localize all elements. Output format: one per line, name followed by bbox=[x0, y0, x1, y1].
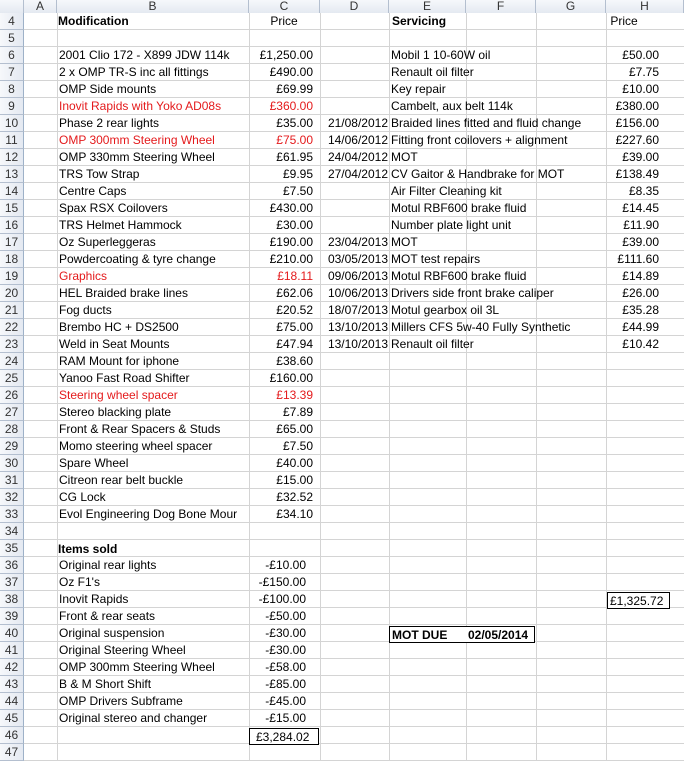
mot-due-box[interactable] bbox=[389, 626, 535, 643]
modification-name-cell[interactable]: Phase 2 rear lights bbox=[59, 116, 160, 130]
service-price-cell[interactable]: £35.28 bbox=[622, 303, 659, 317]
modification-price-cell[interactable]: £35.00 bbox=[276, 116, 313, 130]
row-header-27[interactable]: 27 bbox=[0, 404, 24, 421]
service-price-cell[interactable]: £380.00 bbox=[615, 99, 659, 113]
modification-name-cell[interactable]: Graphics bbox=[59, 269, 108, 283]
row-header-30[interactable]: 30 bbox=[0, 455, 24, 472]
service-date-cell[interactable]: 21/08/2012 bbox=[327, 116, 388, 130]
modification-name-cell[interactable]: 2001 Clio 172 - X899 JDW 114k bbox=[59, 48, 230, 62]
row-header-38[interactable]: 38 bbox=[0, 591, 24, 608]
mot-due-label: MOT DUE bbox=[392, 628, 448, 642]
column-gridline bbox=[389, 13, 390, 761]
modification-price-cell[interactable]: £65.00 bbox=[276, 422, 313, 436]
service-price-cell[interactable]: £138.49 bbox=[615, 167, 659, 181]
row-header-43[interactable]: 43 bbox=[0, 676, 24, 693]
service-price-cell[interactable]: £26.00 bbox=[622, 286, 659, 300]
items-sold-header[interactable]: Items sold bbox=[58, 542, 118, 556]
modification-name-cell[interactable]: Weld in Seat Mounts bbox=[59, 337, 170, 351]
service-date-cell[interactable]: 18/07/2013 bbox=[327, 303, 388, 317]
sold-item-price-cell[interactable]: -£30.00 bbox=[265, 626, 306, 640]
service-price-cell[interactable]: £227.60 bbox=[615, 133, 659, 147]
modification-header[interactable]: Modification bbox=[58, 14, 129, 28]
modification-name-cell[interactable]: 2 x OMP TR-S inc all fittings bbox=[59, 65, 209, 79]
row-header-24[interactable]: 24 bbox=[0, 353, 24, 370]
service-price-cell[interactable]: £156.00 bbox=[615, 116, 659, 130]
modification-price-cell[interactable]: £7.89 bbox=[282, 405, 313, 419]
row-header-12[interactable]: 12 bbox=[0, 149, 24, 166]
row-header-36[interactable]: 36 bbox=[0, 557, 24, 574]
modification-name-cell[interactable]: Steering wheel spacer bbox=[59, 388, 178, 402]
modification-price-cell[interactable]: £13.39 bbox=[276, 388, 313, 402]
service-date-cell[interactable]: 14/06/2012 bbox=[327, 133, 388, 147]
service-price-cell[interactable]: £10.00 bbox=[622, 82, 659, 96]
row-header-41[interactable]: 41 bbox=[0, 642, 24, 659]
service-price-cell[interactable]: £39.00 bbox=[622, 150, 659, 164]
sold-item-name-cell[interactable]: B & M Short Shift bbox=[59, 677, 152, 691]
row-header-23[interactable]: 23 bbox=[0, 336, 24, 353]
modification-price-cell[interactable]: £75.00 bbox=[276, 320, 313, 334]
sold-item-name-cell[interactable]: OMP 300mm Steering Wheel bbox=[59, 660, 215, 674]
modification-price-cell[interactable]: £75.00 bbox=[276, 133, 313, 147]
sold-item-name-cell[interactable]: Inovit Rapids bbox=[59, 592, 129, 606]
modification-name-cell[interactable]: Yanoo Fast Road Shifter bbox=[59, 371, 190, 385]
modification-price-cell[interactable]: £47.94 bbox=[276, 337, 313, 351]
row-header-28[interactable]: 28 bbox=[0, 421, 24, 438]
modification-name-cell[interactable]: OMP Side mounts bbox=[59, 82, 157, 96]
service-name-cell[interactable]: MOT test repairs bbox=[391, 252, 481, 266]
row-header-13[interactable]: 13 bbox=[0, 166, 24, 183]
sold-item-name-cell[interactable]: Oz F1's bbox=[59, 575, 100, 589]
row-header-22[interactable]: 22 bbox=[0, 319, 24, 336]
service-price-cell[interactable]: £39.00 bbox=[622, 235, 659, 249]
row-gridline bbox=[24, 743, 684, 744]
service-name-cell[interactable]: Number plate light unit bbox=[391, 218, 512, 232]
sold-item-price-cell[interactable]: -£85.00 bbox=[265, 677, 306, 691]
row-header-16[interactable]: 16 bbox=[0, 217, 24, 234]
modification-price-cell[interactable]: £34.10 bbox=[276, 507, 313, 521]
service-name-cell[interactable]: MOT bbox=[391, 150, 418, 164]
service-name-cell[interactable]: Millers CFS 5w-40 Fully Synthetic bbox=[391, 320, 571, 334]
service-name-cell[interactable]: Cambelt, aux belt 114k bbox=[391, 99, 513, 113]
row-header-34[interactable]: 34 bbox=[0, 523, 24, 540]
modification-name-cell[interactable]: Centre Caps bbox=[59, 184, 127, 198]
column-gridline bbox=[57, 13, 58, 761]
column-header-h[interactable]: H bbox=[606, 0, 684, 13]
mot-due-date: 02/05/2014 bbox=[468, 628, 529, 642]
service-name-cell[interactable]: Drivers side front brake caliper bbox=[391, 286, 554, 300]
modification-price-cell[interactable]: £160.00 bbox=[269, 371, 313, 385]
modification-name-cell[interactable]: Momo steering wheel spacer bbox=[59, 439, 213, 453]
column-header-e[interactable]: E bbox=[389, 0, 466, 13]
price-header[interactable]: Price bbox=[270, 14, 298, 28]
service-name-cell[interactable]: MOT bbox=[391, 235, 418, 249]
modification-name-cell[interactable]: Stereo blacking plate bbox=[59, 405, 172, 419]
modification-price-cell[interactable]: £1,250.00 bbox=[259, 48, 313, 62]
service-price-cell[interactable]: £44.99 bbox=[622, 320, 659, 334]
row-header-35[interactable]: 35 bbox=[0, 540, 24, 557]
row-header-40[interactable]: 40 bbox=[0, 625, 24, 642]
service-date-cell[interactable]: 09/06/2013 bbox=[327, 269, 388, 283]
modification-name-cell[interactable]: Spare Wheel bbox=[59, 456, 129, 470]
column-header-a[interactable]: A bbox=[24, 0, 57, 13]
row-header-10[interactable]: 10 bbox=[0, 115, 24, 132]
sold-item-name-cell[interactable]: Front & rear seats bbox=[59, 609, 156, 623]
modification-name-cell[interactable]: Evol Engineering Dog Bone Mour bbox=[59, 507, 238, 521]
sold-item-name-cell[interactable]: Original rear lights bbox=[59, 558, 157, 572]
column-header-bar bbox=[0, 0, 684, 13]
row-header-39[interactable]: 39 bbox=[0, 608, 24, 625]
service-price-cell[interactable]: £50.00 bbox=[622, 48, 659, 62]
row-header-33[interactable]: 33 bbox=[0, 506, 24, 523]
service-date-cell[interactable]: 24/04/2012 bbox=[327, 150, 388, 164]
modification-price-cell[interactable]: £69.99 bbox=[276, 82, 313, 96]
column-header-f[interactable]: F bbox=[466, 0, 536, 13]
modification-price-cell[interactable]: £40.00 bbox=[276, 456, 313, 470]
row-header-25[interactable]: 25 bbox=[0, 370, 24, 387]
row-header-44[interactable]: 44 bbox=[0, 693, 24, 710]
servicing-header[interactable]: Servicing bbox=[392, 14, 447, 28]
service-price-cell[interactable]: £14.89 bbox=[622, 269, 659, 283]
modification-name-cell[interactable]: OMP 330mm Steering Wheel bbox=[59, 150, 215, 164]
modification-price-cell[interactable]: £20.52 bbox=[276, 303, 313, 317]
sold-item-price-cell[interactable]: -£100.00 bbox=[258, 592, 306, 606]
service-name-cell[interactable]: Braided lines fitted and fluid change bbox=[391, 116, 582, 130]
modification-name-cell[interactable]: Fog ducts bbox=[59, 303, 112, 317]
row-header-8[interactable]: 8 bbox=[0, 81, 24, 98]
modification-name-cell[interactable]: Citreon rear belt buckle bbox=[59, 473, 184, 487]
row-header-7[interactable]: 7 bbox=[0, 64, 24, 81]
modification-price-cell[interactable]: £32.52 bbox=[276, 490, 313, 504]
row-header-26[interactable]: 26 bbox=[0, 387, 24, 404]
column-header-g[interactable]: G bbox=[536, 0, 606, 13]
service-date-cell[interactable]: 10/06/2013 bbox=[327, 286, 388, 300]
modification-name-cell[interactable]: HEL Braided brake lines bbox=[59, 286, 188, 300]
row-header-20[interactable]: 20 bbox=[0, 285, 24, 302]
sold-item-name-cell[interactable]: Original suspension bbox=[59, 626, 165, 640]
row-header-46[interactable]: 46 bbox=[0, 727, 24, 744]
service-name-cell[interactable]: Renault oil filter bbox=[391, 337, 474, 351]
sold-item-price-cell[interactable]: -£150.00 bbox=[258, 575, 306, 589]
service-price-cell[interactable]: £111.60 bbox=[617, 252, 659, 266]
row-header-19[interactable]: 19 bbox=[0, 268, 24, 285]
modification-name-cell[interactable]: TRS Helmet Hammock bbox=[59, 218, 182, 232]
select-all-corner[interactable] bbox=[0, 0, 24, 13]
modification-name-cell[interactable]: CG Lock bbox=[59, 490, 106, 504]
modification-price-cell[interactable]: £360.00 bbox=[269, 99, 313, 113]
service-name-cell[interactable]: Air Filter Cleaning kit bbox=[391, 184, 502, 198]
sold-item-price-cell[interactable]: -£58.00 bbox=[265, 660, 306, 674]
sold-item-price-cell[interactable]: -£10.00 bbox=[265, 558, 306, 572]
modification-name-cell[interactable]: Brembo HC + DS2500 bbox=[59, 320, 179, 334]
service-date-cell[interactable]: 27/04/2012 bbox=[327, 167, 388, 181]
row-header-47[interactable]: 47 bbox=[0, 744, 24, 761]
service-date-cell[interactable]: 13/10/2013 bbox=[327, 337, 388, 351]
modification-name-cell[interactable]: Oz Superleggeras bbox=[59, 235, 156, 249]
service-name-cell[interactable]: Mobil 1 10-60W oil bbox=[391, 48, 491, 62]
column-header-d[interactable]: D bbox=[320, 0, 389, 13]
service-name-cell[interactable]: Fitting front coilovers + alignment bbox=[391, 133, 568, 147]
service-price-header[interactable]: Price bbox=[610, 14, 638, 28]
modification-price-cell[interactable]: £430.00 bbox=[269, 201, 313, 215]
modification-price-cell[interactable]: £38.60 bbox=[276, 354, 313, 368]
row-header-17[interactable]: 17 bbox=[0, 234, 24, 251]
row-header-5[interactable]: 5 bbox=[0, 30, 24, 47]
modification-name-cell[interactable]: Front & Rear Spacers & Studs bbox=[59, 422, 221, 436]
modification-price-cell[interactable]: £61.95 bbox=[276, 150, 313, 164]
row-header-15[interactable]: 15 bbox=[0, 200, 24, 217]
service-price-cell[interactable]: £10.42 bbox=[622, 337, 659, 351]
row-gridline bbox=[24, 539, 684, 540]
modification-price-cell[interactable]: £7.50 bbox=[282, 439, 313, 453]
modification-price-cell[interactable]: £210.00 bbox=[269, 252, 313, 266]
modification-name-cell[interactable]: TRS Tow Strap bbox=[59, 167, 140, 181]
row-header-31[interactable]: 31 bbox=[0, 472, 24, 489]
row-header-29[interactable]: 29 bbox=[0, 438, 24, 455]
service-price-cell[interactable]: £8.35 bbox=[628, 184, 659, 198]
modification-price-cell[interactable]: £30.00 bbox=[276, 218, 313, 232]
modification-name-cell[interactable]: Spax RSX Coilovers bbox=[59, 201, 168, 215]
modification-name-cell[interactable]: OMP 300mm Steering Wheel bbox=[59, 133, 215, 147]
row-header-37[interactable]: 37 bbox=[0, 574, 24, 591]
sold-item-price-cell[interactable]: -£45.00 bbox=[265, 694, 306, 708]
service-price-cell[interactable]: £14.45 bbox=[622, 201, 659, 215]
modification-total-cell[interactable]: £3,284.02 bbox=[249, 728, 319, 745]
service-date-cell[interactable]: 13/10/2013 bbox=[327, 320, 388, 334]
row-header-11[interactable]: 11 bbox=[0, 132, 24, 149]
service-name-cell[interactable]: CV Gaitor & Handbrake for MOT bbox=[391, 167, 565, 181]
sold-item-price-cell[interactable]: -£30.00 bbox=[265, 643, 306, 657]
modification-price-cell[interactable]: £18.11 bbox=[277, 269, 313, 283]
sold-item-price-cell[interactable]: -£15.00 bbox=[265, 711, 306, 725]
service-name-cell[interactable]: Key repair bbox=[391, 82, 446, 96]
modification-name-cell[interactable]: Inovit Rapids with Yoko AD08s bbox=[59, 99, 222, 113]
modification-price-cell[interactable]: £15.00 bbox=[276, 473, 313, 487]
service-price-cell[interactable]: £11.90 bbox=[623, 218, 659, 232]
row-header-9[interactable]: 9 bbox=[0, 98, 24, 115]
column-header-c[interactable]: C bbox=[249, 0, 320, 13]
service-date-cell[interactable]: 03/05/2013 bbox=[327, 252, 388, 266]
row-header-42[interactable]: 42 bbox=[0, 659, 24, 676]
service-price-cell[interactable]: £7.75 bbox=[628, 65, 659, 79]
row-header-21[interactable]: 21 bbox=[0, 302, 24, 319]
row-header-14[interactable]: 14 bbox=[0, 183, 24, 200]
servicing-total-cell[interactable]: £1,325.72 bbox=[607, 592, 670, 609]
row-header-4[interactable]: 4 bbox=[0, 13, 24, 30]
service-date-cell[interactable]: 23/04/2013 bbox=[327, 235, 388, 249]
modification-price-cell[interactable]: £190.00 bbox=[269, 235, 313, 249]
service-name-cell[interactable]: Renault oil filter bbox=[391, 65, 474, 79]
row-header-18[interactable]: 18 bbox=[0, 251, 24, 268]
service-name-cell[interactable]: Motul RBF600 brake fluid bbox=[391, 201, 527, 215]
row-header-32[interactable]: 32 bbox=[0, 489, 24, 506]
sold-item-name-cell[interactable]: Original Steering Wheel bbox=[59, 643, 186, 657]
row-header-6[interactable]: 6 bbox=[0, 47, 24, 64]
sold-item-name-cell[interactable]: OMP Drivers Subframe bbox=[59, 694, 183, 708]
service-name-cell[interactable]: Motul RBF600 brake fluid bbox=[391, 269, 527, 283]
sold-item-price-cell[interactable]: -£50.00 bbox=[265, 609, 306, 623]
modification-name-cell[interactable]: Powdercoating & tyre change bbox=[59, 252, 216, 266]
modification-price-cell[interactable]: £62.06 bbox=[276, 286, 313, 300]
sold-item-name-cell[interactable]: Original stereo and changer bbox=[59, 711, 208, 725]
modification-price-cell[interactable]: £9.95 bbox=[282, 167, 313, 181]
service-name-cell[interactable]: Motul gearbox oil 3L bbox=[391, 303, 500, 317]
modification-price-cell[interactable]: £7.50 bbox=[282, 184, 313, 198]
modification-price-cell[interactable]: £490.00 bbox=[269, 65, 313, 79]
row-header-45[interactable]: 45 bbox=[0, 710, 24, 727]
modification-name-cell[interactable]: RAM Mount for iphone bbox=[59, 354, 180, 368]
column-header-b[interactable]: B bbox=[57, 0, 249, 13]
